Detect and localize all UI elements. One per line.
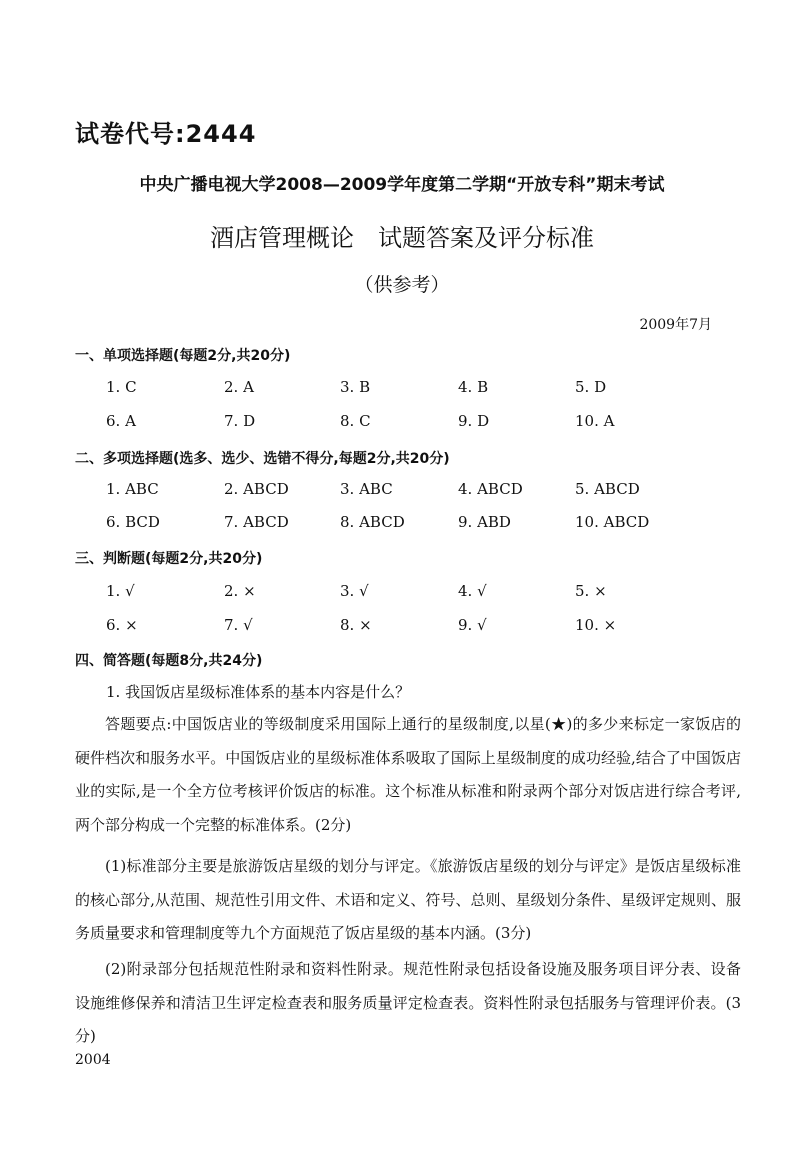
page-number: 2004 [75, 1052, 111, 1068]
answer-item: 8. × [340, 616, 372, 634]
answer-item: 5. × [575, 582, 607, 600]
answer-item: 7. √ [224, 616, 253, 634]
section-heading-short-answer: 四、简答题(每题8分,共24分) [75, 653, 263, 669]
answer-item: 10. A [575, 412, 615, 430]
answer-item: 8. ABCD [340, 513, 405, 531]
answer-item: 2. ABCD [224, 480, 289, 498]
answer-item: 8. C [340, 412, 371, 430]
answer-item: 3. √ [340, 582, 369, 600]
answer-item: 2. × [224, 582, 256, 600]
answer-item: 6. A [106, 412, 136, 430]
answer-paragraph: (2)附录部分包括规范性附录和资料性附录。规范性附录包括设备设施及服务项目评分表、设备设施维修保养和清洁卫生评定检查表和服务质量评定检查表。资料性附录包括服务与管理评价表。(3分) [75, 960, 741, 1045]
exam-date: 2009年7月 [639, 317, 712, 333]
paper-code: 试卷代号:2444 [75, 120, 257, 148]
answer-item: 9. √ [458, 616, 487, 634]
answer-item: 4. √ [458, 582, 487, 600]
reference-note: （供参考） [354, 274, 450, 296]
answer-item: 3. B [340, 378, 371, 396]
section-heading-multiple-choice: 二、多项选择题(选多、选少、选错不得分,每题2分,共20分) [75, 451, 450, 467]
answer-item: 5. D [575, 378, 607, 396]
short-answer-question: 1. 我国饭店星级标准体系的基本内容是什么？ [106, 683, 411, 701]
answer-item: 4. B [458, 378, 489, 396]
answer-item: 9. ABD [458, 513, 511, 531]
answer-item: 10. ABCD [575, 513, 650, 531]
answer-item: 3. ABC [340, 480, 393, 498]
answer-item: 7. ABCD [224, 513, 289, 531]
answer-item: 1. √ [106, 582, 135, 600]
answer-item: 1. ABC [106, 480, 159, 498]
answer-item: 1. C [106, 378, 137, 396]
course-title: 酒店管理概论 试题答案及评分标准 [210, 224, 594, 252]
answer-item: 10. × [575, 616, 617, 634]
answer-item: 2. A [224, 378, 254, 396]
answer-item: 5. ABCD [575, 480, 640, 498]
section-heading-true-false: 三、判断题(每题2分,共20分) [75, 551, 263, 567]
answer-item: 7. D [224, 412, 256, 430]
exam-title: 中央广播电视大学2008—2009学年度第二学期“开放专科”期末考试 [139, 175, 665, 195]
answer-item: 6. BCD [106, 513, 160, 531]
answer-item: 4. ABCD [458, 480, 523, 498]
answer-item: 9. D [458, 412, 490, 430]
section-heading-single-choice: 一、单项选择题(每题2分,共20分) [75, 348, 291, 364]
answer-paragraph: 答题要点:中国饭店业的等级制度采用国际上通行的星级制度,以星(★)的多少来标定一家饭店的硬件档次和服务水平。中国饭店业的星级标准体系吸取了国际上星级制度的成功经验,结合了中国饭店业的实际,是一个全方位考核评价饭店的标准。这个标准从标准和附录两个部分对饭店进行综合考评,两个部分构成一个完整的标准体系。(2分) [75, 715, 741, 834]
answer-item: 6. × [106, 616, 138, 634]
answer-paragraph: (1)标准部分主要是旅游饭店星级的划分与评定。《旅游饭店星级的划分与评定》是饭店星级标准的核心部分,从范围、规范性引用文件、术语和定义、符号、总则、星级划分条件、星级评定规则、服务质量要求和管理制度等九个方面规范了饭店星级的基本内涵。(3分) [75, 857, 741, 942]
